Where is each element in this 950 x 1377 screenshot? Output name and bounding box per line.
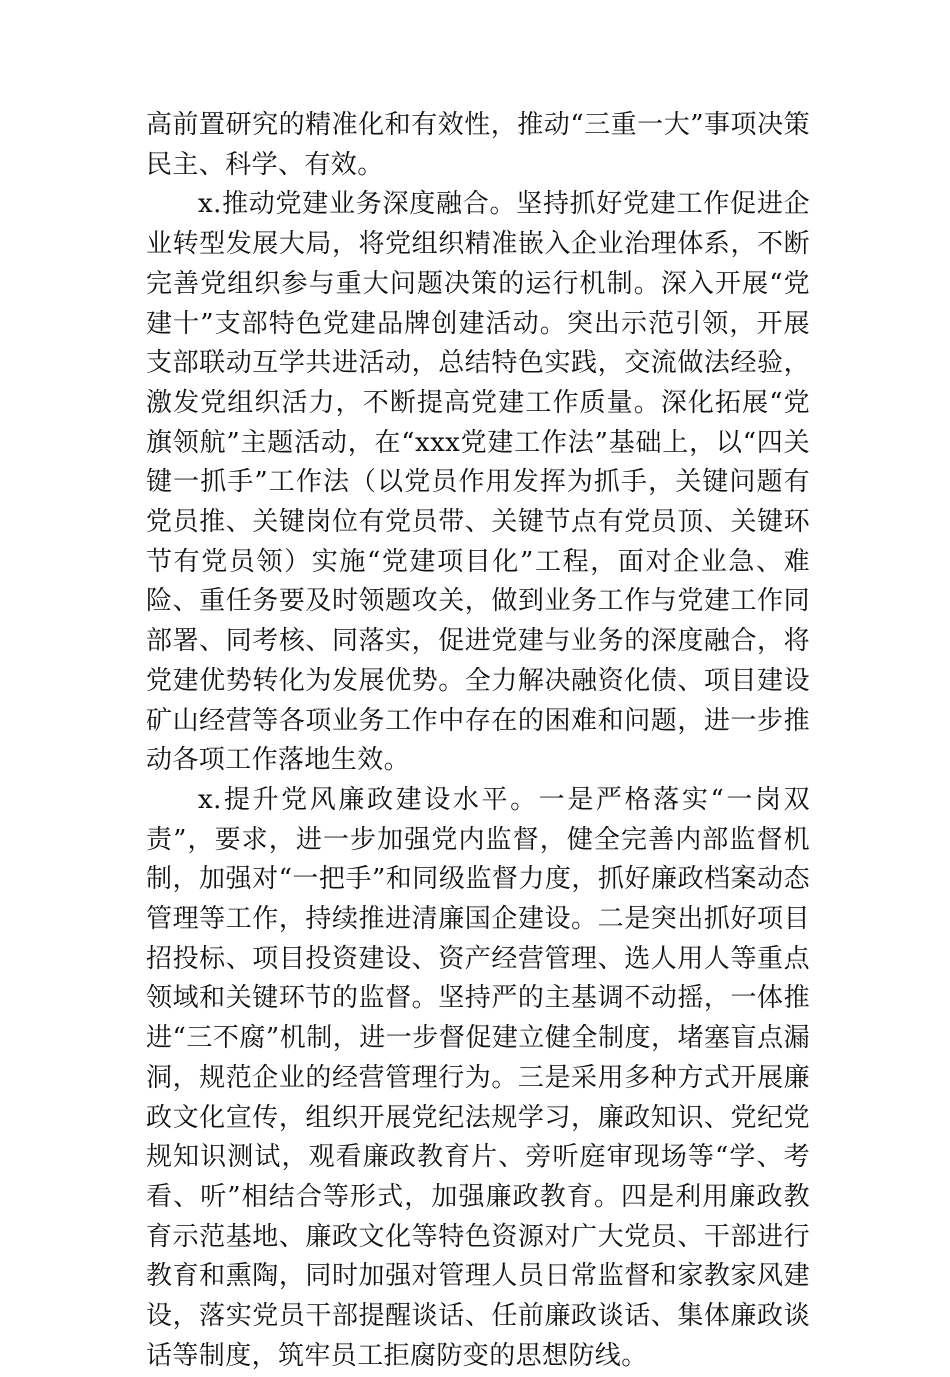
paragraph-party-building-integration: x.推动党建业务深度融合。坚持抓好党建工作促进企业转型发展大局，将党组织精准嵌入企业治理体系，不断完善党组织参与重大问题决策的运行机制。深入开展“党建十”支部特色党建品牌创建活动。突出示范引领，开展支部联动互学共进活动，总结特色实践，交流做法经验，激发党组织活力，不断提高党建工作质量。深化拓展“党旗领航”主题活动，在“xxx党建工作法”基础上，以“四关键一抓手”工作法（以党员作用发挥为抓手，关键问题有党员推、关键岗位有党员带、关键节点有党员顶、关键环节有党员领）实施“党建项目化”工程，面对企业急、难险、重任务要及时领题攻关，做到业务工作与党建工作同部署、同考核、同落实，促进党建与业务的深度融合，将党建优势转化为发展优势。全力解决融资化债、项目建设矿山经营等各项业务工作中存在的困难和问题，进一步推动各项工作落地生效。 (146, 189, 810, 776)
paragraph-continuation: 高前置研究的精准化和有效性，推动“三重一大”事项决策民主、科学、有效。 (146, 110, 810, 180)
document-body (146, 106, 810, 1377)
paragraph-clean-governance: x.提升党风廉政建设水平。一是严格落实“一岗双责”，要求，进一步加强党内监督，健全完善内部监督机制，加强对“一把手”和同级监督力度，抓好廉政档案动态管理等工作，持续推进清廉国企建设。二是突出抓好项目招投标、项目投资建设、资产经营管理、选人用人等重点领域和关键环节的监督。坚持严的主基调不动摇，一体推进“三不腐”机制，进一步督促建立健全制度，堵塞盲点漏洞，规范企业的经营管理行为。三是采用多种方式开展廉政文化宣传，组织开展党纪法规学习，廉政知识、党纪党规知识测试，观看廉政教育片、旁听庭审现场等“学、考看、听”相结合等形式，加强廉政教育。四是利用廉政教育示范基地、廉政文化等特色资源对广大党员、干部进行教育和熏陶，同时加强对管理人员日常监督和家教家风建设，落实党员干部提醒谈话、任前廉政谈话、集体廉政谈话等制度，筑牢员工拒腐防变的思想防线。 (146, 784, 810, 1371)
